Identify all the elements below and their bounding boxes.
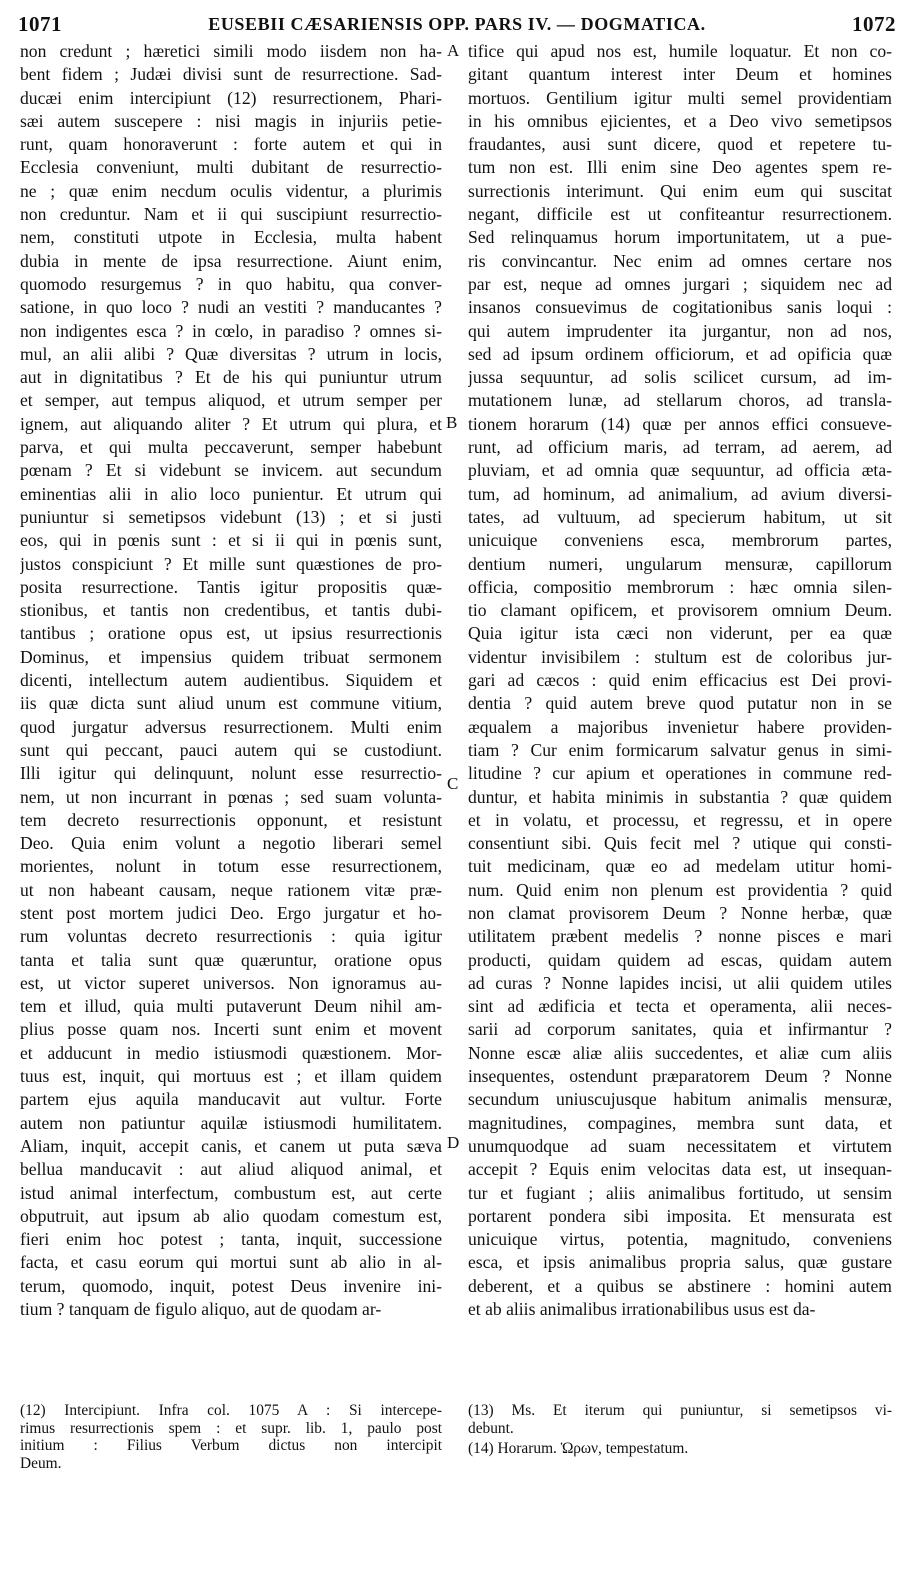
- text-line: pœnam ? Et si videbunt se invicem. aut secundum: [20, 460, 442, 481]
- text-line: parva, et qui multa peccaverunt, semper habebunt: [20, 437, 442, 458]
- text-line: puniuntur si semetipsos videbunt (13) ; et si justi: [20, 506, 442, 527]
- text-line: eos, qui in pœnis sunt : et si ii qui in pœnis sunt,: [20, 530, 442, 551]
- text-line: negant, difficile est ut confiteantur resurrectionem.: [468, 204, 892, 225]
- text-line: sunt qui peccant, pauci autem qui se custodiunt.: [20, 739, 442, 760]
- text-line: portarent pondera sibi imposita. Et mensurata est: [468, 1205, 892, 1226]
- text-line: et adducunt in medio istiusmodi quæstionem. Mor-: [20, 1042, 442, 1063]
- text-line: posita resurrectione. Tantis igitur propositis quæ-: [20, 576, 442, 597]
- text-line: bent fidem ; Judæi divisi sunt de resurrectione. Sad-: [20, 64, 442, 85]
- text-line: tanta et talia sunt quæ quæruntur, oratione opus: [20, 949, 442, 970]
- text-line: runt, quam honoraverunt : forte autem et qui in: [20, 134, 442, 155]
- text-line: rum voluntas decreto resurrectionis : quia igitur: [20, 926, 442, 947]
- text-line: partem ejus aquila manducavit aut vultur. Forte: [20, 1089, 442, 1110]
- text-line: quod jurgatur adversus resurrectionem. Multi enim: [20, 716, 442, 737]
- text-line: justos conspiciunt ? Et mille sunt quæstiones de pro-: [20, 553, 442, 574]
- left-text-column: [20, 40, 442, 1321]
- text-line: tem decreto resurrectionis opponunt, et resistunt: [20, 809, 442, 830]
- text-line: ut non habeant causam, neque rationem vitæ præ-: [20, 879, 442, 900]
- text-line: tantibus ; oratione opus est, ut ipsius resurrectionis: [20, 623, 442, 644]
- text-line: ignem, aut aliquando aliter ? Et utrum qui plura, et: [20, 413, 442, 434]
- text-line: non clamat provisorem Deum ? Nonne herbæ, quæ: [468, 902, 892, 923]
- text-line: accepit ? Equis enim velocitas data est, ut insequan-: [468, 1159, 892, 1180]
- right-text-column: [468, 40, 892, 1321]
- text-line: duntur, et habita minimis in substantia ? quæ quidem: [468, 786, 892, 807]
- text-line: Nonne escæ aliæ aliis succedentes, et aliæ cum aliis: [468, 1042, 892, 1063]
- text-line: est, ut victor superet universos. Non ignoramus au-: [20, 972, 442, 993]
- text-line: æqualem a majoribus invenietur habere providen-: [468, 716, 892, 737]
- text-line: istud animal interfectum, combustum est, aut certe: [20, 1182, 442, 1203]
- footnote-line: initium : Filius Verbum dictus non intercipit: [20, 1437, 442, 1454]
- text-line: secundum uniuscujusque habitum animalis mensuræ,: [468, 1089, 892, 1110]
- text-line: tionem horarum (14) quæ per annos effici consueve-: [468, 413, 892, 434]
- text-line: unumquodque ad suam necessitatem et virtutem: [468, 1135, 892, 1156]
- text-line: gitant quantum interest inter Deum et homines: [468, 64, 892, 85]
- text-line: et ab aliis animalibus irrationabilibus usus est da-: [468, 1299, 816, 1320]
- text-line: iis quæ dicta sunt aliud unum est commune vitium,: [20, 693, 442, 714]
- footnote-line: (13) Ms. Et iterum qui puniuntur, si semetipsos vi-: [468, 1402, 892, 1419]
- text-line: Illi igitur qui delinquunt, nolunt esse resurrectio-: [20, 763, 442, 784]
- text-line: sæi autem suscepere : nisi magis in injuriis petie-: [20, 110, 442, 131]
- text-line: plius posse quam nos. Incerti sunt enim et movent: [20, 1019, 442, 1040]
- text-line: insequentes, ostendunt præparatorem Deum ? Nonne: [468, 1066, 892, 1087]
- text-line: facta, et casu eorum qui mortui sunt ab alio in al-: [20, 1252, 442, 1273]
- text-line: insanos consuevimus de cogitationibus sanis loqui :: [468, 297, 892, 318]
- text-line: nem, constituti utpote in Ecclesia, multa habent: [20, 227, 442, 248]
- text-line: Deo. Quia enim volunt a negotio liberari semel: [20, 833, 442, 854]
- column-number-left: 1071: [18, 12, 62, 36]
- text-line: consentiunt sibi. Quis fecit mel ? utique qui consti-: [468, 833, 892, 854]
- text-line: producti, quidam quidem ad escas, quidam autem: [468, 949, 892, 970]
- text-line: fraudantes, ausi sunt dicere, quod et repetere tu-: [468, 134, 892, 155]
- section-marker-d: D: [447, 1133, 460, 1152]
- footnote-line: (12) Intercipiunt. Infra col. 1075 A : Si intercepe-: [20, 1402, 442, 1419]
- text-line: non creduntur. Nam et ii qui suscipiunt resurrectio-: [20, 204, 442, 225]
- text-line: Sed relinquamus horum importunitatem, ut a pue-: [468, 227, 892, 248]
- text-line: mul, an alii alibi ? Quæ diversitas ? utrum in locis,: [20, 343, 442, 364]
- running-title: EUSEBII CÆSARIENSIS OPP. PARS IV. — DOGMATICA.: [208, 14, 706, 34]
- text-line: dubia in mente de ipsa resurrectione. Aiunt enim,: [20, 250, 442, 271]
- footnote-line: (14) Horarum. Ὡρων, tempestatum.: [468, 1440, 689, 1457]
- text-line: morientes, nolunt in totum esse resurrectionem,: [20, 856, 442, 877]
- text-line: obputruit, aut ipsum ab alio quodam comestum est,: [20, 1205, 442, 1226]
- text-line: pluviam, et ad omnia quæ sequuntur, ad officia æta-: [468, 460, 892, 481]
- footnote-line: debunt.: [468, 1419, 514, 1437]
- text-line: deberent, et a quibus se abstinere : homini autem: [468, 1275, 892, 1296]
- text-line: dicenti, intellectum autem audientibus. Siquidem et: [20, 670, 442, 691]
- text-line: num. Quid enim non plenum est providentia ? quid: [468, 879, 892, 900]
- column-number-right: 1072: [852, 12, 896, 36]
- text-line: surrectionis interimunt. Qui enim eum qui suscitat: [468, 180, 892, 201]
- section-marker-a: A: [447, 41, 460, 60]
- text-line: unicuique virtus, potentia, magnitudo, conveniens: [468, 1229, 892, 1250]
- footnotes-left: [20, 1402, 442, 1475]
- page-header: [18, 12, 896, 42]
- text-line: satione, in quo loco ? nudi an vestiti ? manducantes ?: [20, 297, 442, 318]
- footnote: [468, 1440, 892, 1458]
- text-line: utilitatem præbent medelis ? nonne pisces e mari: [468, 926, 892, 947]
- text-line: par est, neque ad omnes jurgari ; siquidem nec ad: [468, 273, 892, 294]
- footnote: [468, 1402, 892, 1437]
- footnote-line: Deum.: [20, 1454, 62, 1472]
- text-line: qui autem imprudenter ita jurgantur, non ad nos,: [468, 320, 892, 341]
- text-line: litudine ? cur apium et operationes in commune red-: [468, 763, 892, 784]
- text-line: tum non est. Illi enim sine Deo agentes spem re-: [468, 157, 892, 178]
- text-line: in his omnibus ejicientes, et a Deo vivo semetipsos: [468, 110, 892, 131]
- text-line: stent post mortem judici Deo. Ergo jurgatur et ho-: [20, 902, 442, 923]
- text-line: tium ? tanquam de figulo aliquo, aut de quodam ar-: [20, 1299, 382, 1320]
- footnotes-right: [468, 1402, 892, 1461]
- text-line: mortuos. Gentilium igitur multi semel providentiam: [468, 87, 892, 108]
- text-line: autem non patiuntur aquilæ istiusmodi humilitatem.: [20, 1112, 442, 1133]
- text-line: magnitudines, compagines, membra sunt data, et: [468, 1112, 892, 1133]
- text-line: et semper, aut tempus aliquod, et utrum semper per: [20, 390, 442, 411]
- text-line: sed ad ipsum ordinem officiorum, et ad opificia quæ: [468, 343, 892, 364]
- text-line: tum, ad hominum, ad animalium, ad avium diversi-: [468, 483, 892, 504]
- text-line: ad curas ? Nonne lapides incisi, ut alii quidem utiles: [468, 972, 892, 993]
- text-line: non credunt ; hæretici simili modo iisdem non ha-: [20, 41, 442, 61]
- text-line: tem et illud, quia multi putaverunt Deum nihil am-: [20, 996, 442, 1017]
- text-line: bellua manducavit : aut aliud aliquod animal, et: [20, 1159, 442, 1180]
- text-line: fieri enim hoc potest ; tanta, inquit, successione: [20, 1229, 442, 1250]
- text-line: Ecclesia conveniunt, multi dubitant de resurrectio-: [20, 157, 442, 178]
- text-line: quomodo resurgemus ? in quo habitu, qua conver-: [20, 273, 442, 294]
- text-line: stionibus, et tantis non credentibus, et tantis dubi-: [20, 600, 442, 621]
- text-line: jussa sequuntur, ad solis scilicet cursum, ad im-: [468, 367, 892, 388]
- text-line: non indigentes esca ? in cœlo, in paradiso ? omnes si-: [20, 320, 442, 341]
- text-line: tuus est, inquit, qui mortuus est ; et illam quidem: [20, 1066, 442, 1087]
- text-line: unicuique conveniens esca, membrorum partes,: [468, 530, 892, 551]
- text-line: tiam ? Cur enim formicarum salvatur genus in simi-: [468, 739, 892, 760]
- section-marker-b: B: [446, 413, 458, 432]
- text-line: sint ad ædificia et tecta et operamenta, alii neces-: [468, 996, 892, 1017]
- section-marker-c: C: [447, 774, 459, 793]
- text-line: nem, ut non incurrant in pœnas ; sed suam volunta-: [20, 786, 442, 807]
- text-line: officia, compositio membrorum : hæc omnia silen-: [468, 576, 892, 597]
- text-line: tio clamant opificem, et provisorem omnium Deum.: [468, 600, 892, 621]
- text-line: Aliam, inquit, accepit canis, et canem ut puta sæva: [20, 1135, 442, 1156]
- text-line: et in volatu, et processu, et regressu, et in opere: [468, 809, 892, 830]
- text-line: esca, et ipsis animalibus propria salus, quæ gustare: [468, 1252, 892, 1273]
- text-line: dentium numeri, ungularum mensuræ, capillorum: [468, 553, 892, 574]
- text-line: dentia ? quid autem breve quod putatur non in se: [468, 693, 892, 714]
- text-line: tur et fugiant ; aliis animalibus fortitudo, ut sensim: [468, 1182, 892, 1203]
- text-line: eminentias alii in alio loco punientur. Et utrum qui: [20, 483, 442, 504]
- footnote: [20, 1402, 442, 1472]
- text-line: ne ; quæ enim necdum oculis videntur, a plurimis: [20, 180, 442, 201]
- text-line: ducæi enim intercipiunt (12) resurrectionem, Phari-: [20, 87, 442, 108]
- text-line: mutationem lunæ, ad stellarum choros, ad transla-: [468, 390, 892, 411]
- text-line: tuit medicinam, quæ eo ad medelam utitur homi-: [468, 856, 892, 877]
- text-line: gari ad cæcos : quid enim efficacius est Dei provi-: [468, 670, 892, 691]
- text-line: runt, ad officium maris, ad terram, ad aerem, ad: [468, 437, 892, 458]
- text-line: Quia igitur ista cæci non viderunt, per ea quæ: [468, 623, 892, 644]
- text-line: videntur invisibilem : stultum est de coloribus jur-: [468, 646, 892, 667]
- text-line: Dominus, et impensius quidem tribuat sermonem: [20, 646, 442, 667]
- text-line: aut in dignitatibus ? Et de his qui puniuntur utrum: [20, 367, 442, 388]
- text-line: ris convincantur. Nec enim ad omnes certare nos: [468, 250, 892, 271]
- text-line: tifice qui apud nos est, humile loquatur. Et non co-: [468, 41, 892, 61]
- text-line: sarii ad corporum sanitates, quia et infirmantur ?: [468, 1019, 892, 1040]
- footnote-line: rimus resurrectionis spem : et supr. lib. 1, paulo post: [20, 1419, 442, 1437]
- text-line: terum, quomodo, inquit, potest Deus invenire ini-: [20, 1275, 442, 1296]
- text-line: tates, ad vultuum, ad specierum habitum, ut sit: [468, 506, 892, 527]
